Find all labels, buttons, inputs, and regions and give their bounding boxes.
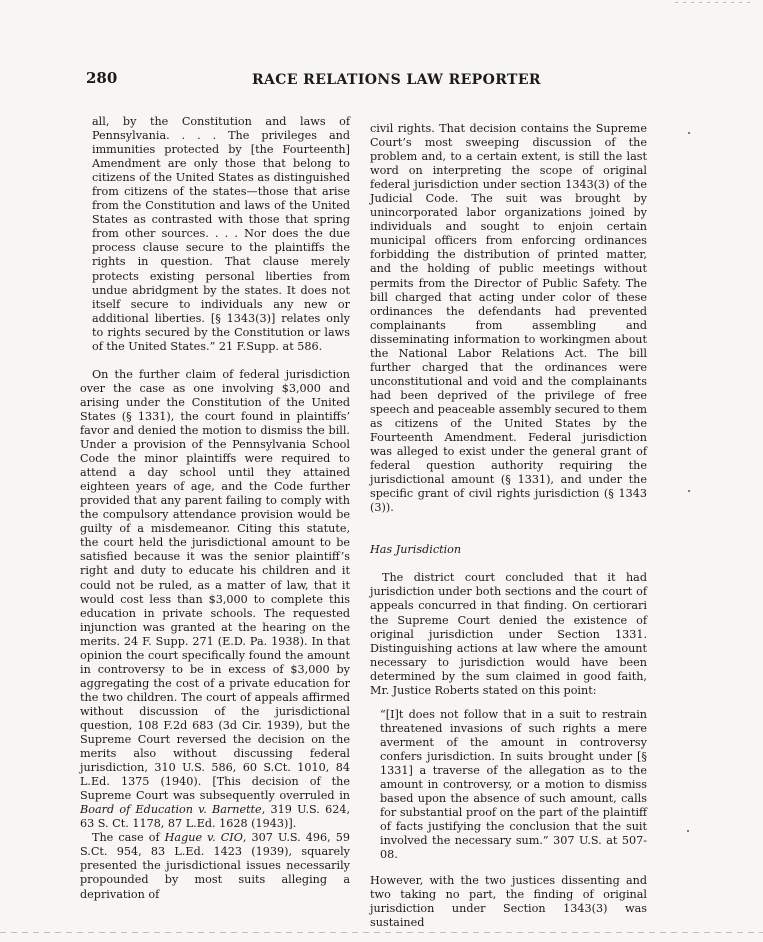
page-number: 280 bbox=[86, 69, 118, 87]
scan-speck bbox=[688, 490, 690, 492]
paragraph-text: The case of bbox=[92, 831, 165, 845]
paragraph-text: , 307 U.S. 496, 59 S.Ct. 954, 83 L.Ed. 1423 (1939), squarely presented the jurisdictional issues necessarily propounded by most suits alleging a deprivation of bbox=[80, 831, 350, 901]
running-title: RACE RELATIONS LAW REPORTER bbox=[252, 72, 541, 88]
left-column bbox=[80, 115, 350, 902]
section-heading: Has Jurisdiction bbox=[370, 543, 462, 557]
quoted-excerpt: “[I]t does not follow that in a suit to restrain threatened invasions of such rights a mere averment of the amount in controversy confers jurisdiction. In suits brought under [§ 1331] a traverse of the allegation as to the amount in controversy, or a motion to dismiss based upon the absence of such amount, calls for substantial proof on the part of the plaintiff of facts justifying the conclusion that the suit involved the necessary sum.” 307 U.S. at 507-08. bbox=[380, 707, 647, 862]
body-paragraph: However, with the two justices dissenting and two taking no part, the finding of original jurisdiction under Section 1343(3) was sustained bbox=[370, 874, 647, 930]
scan-speck bbox=[688, 132, 690, 134]
body-paragraph bbox=[80, 368, 350, 832]
right-column bbox=[370, 122, 647, 930]
body-paragraph-continued: civil rights. That decision contains the Supreme Court’s most sweeping discussion of the problem and, to a certain extent, is still the last word on interpreting the scope of original federal jurisdiction under section 1343(3) of the Judicial Code. The suit was brought by unincorporated labor organizations joined by individuals and sought to enjoin certain municipal officers from enforcing ordinances forbidding the distribution of printed matter, and the holding of public meetings without permits from the Director of Public Safety. The bill charged that acting under color of these ordinances the defendants had prevented complainants from assembling and disseminating information to workingmen about the National Labor Relations Act. The bill further charged that the ordinances were unconstitutional and void and the complainants had been deprived of the privilege of free speech and peaceable assembly secured to them as citizens of the United States by the Fourteenth Amendment. Federal jurisdiction was alleged to exist under the general grant of federal question authority requiring the jurisdictional amount (§ 1331), and under the specific grant of civil rights jurisdiction (§ 1343 (3)). bbox=[370, 122, 647, 515]
paragraph-text: , 319 U.S. 624, 63 S. Ct. 1178, 87 L.Ed. 1628 (1943)]. bbox=[80, 803, 351, 831]
case-citation: Board of Education v. Barnette bbox=[80, 803, 262, 817]
paragraph-text: On the further claim of federal jurisdiction over the case as one involving $3,000 and arising under the Constitution of the United States (§ 1331), the court found in plaintiffs’ favor and denied the motion to dismiss the bill. Under a provision of the Pennsylvania School Code the minor plaintiffs were required to attend a day school until they attained eighteen years of age, and the Code further provided that any parent failing to comply with the compulsory attendance provision would be guilty of a misdemeanor. Citing this statute, the court held the jurisdictional amount to be satisfied because it was the senior plaintiff’s right and duty to educate his children and it could not be ruled, as a matter of law, that it would cost less than $3,000 to complete this education in private schools. The requested injunction was granted at the hearing on the merits. 24 F. Supp. 271 (E.D. Pa. 1938). In that opinion the court specifically found the amount in controversy to be in excess of $3,000 by aggregating the cost of a private education for the two children. The court of appeals affirmed without discussion of the jurisdictional question, 108 F.2d 683 (3d Cir. 1939), but the Supreme Court reversed the decision on the merits also without discussing federal jurisdiction, 310 U.S. 586, 60 S.Ct. 1010, 84 L.Ed. 1375 (1940). [This decision of the Supreme Court was subsequently overruled in bbox=[80, 367, 350, 803]
case-citation: Hague v. CIO bbox=[164, 831, 243, 845]
body-paragraph: The district court concluded that it had jurisdiction under both sections and the court of appeals concurred in that finding. On certiorari the Supreme Court denied the existence of original jurisdiction under Section 1331. Distinguishing actions at law where the amount necessary to jurisdiction would have been determined by the sum claimed in good faith, Mr. Justice Roberts stated on this point: bbox=[370, 571, 647, 697]
scan-speck bbox=[687, 830, 689, 832]
quoted-excerpt: all, by the Constitution and laws of Pennsylvania. . . . The privileges and immunities protected by [the Fourteenth] Amendment are only those that belong to citizens of the United States as distinguished from citizens of the states—those that arise from the Constitution and laws of the United States as contrasted with those that spring from other sources. . . . Nor does the due process clause secure to the plaintiffs the rights in question. That clause merely protects existing personal liberties from undue abridgment by the states. It does not itself secure to individuals any new or additional liberties. [§ 1343(3)] relates only to rights secured by the Constitution or laws of the United States.” 21 F.Supp. at 586. bbox=[92, 115, 350, 353]
body-paragraph bbox=[80, 831, 350, 901]
scan-artifact-dots bbox=[675, 2, 755, 3]
scan-edge-line bbox=[0, 932, 763, 933]
